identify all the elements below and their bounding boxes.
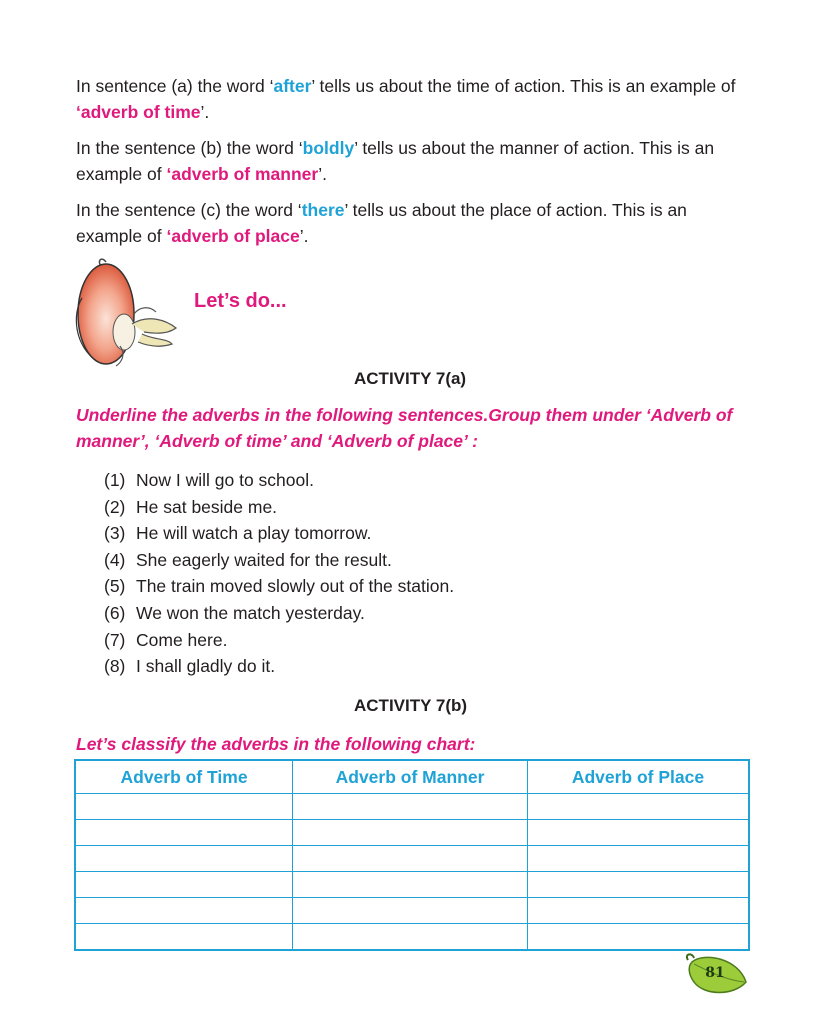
item-text: The train moved slowly out of the station. (136, 576, 455, 597)
item-text: She eagerly waited for the result. (136, 549, 392, 570)
table-header-row (75, 760, 749, 794)
item-number: (5) (104, 576, 126, 597)
table-row (75, 794, 749, 820)
adverb-classification-table (74, 759, 750, 951)
column-header-time: Adverb of Time (75, 760, 293, 794)
term-adverb-of-time: adverb of time (80, 102, 201, 122)
lets-do-heading: Let’s do... (194, 290, 287, 312)
sentence-list (104, 467, 454, 680)
item-text: I shall gladly do it. (136, 656, 276, 677)
paragraph-adverb-of-manner: In the sentence (b) the word ‘boldly’ tells us about the manner of action. This is an example of ‘adverb of manner’. (76, 138, 715, 184)
table-cell[interactable] (527, 924, 749, 951)
table-row (75, 924, 749, 951)
paragraph-text: . (322, 164, 327, 184)
item-number: (1) (104, 470, 126, 490)
item-text: We won the match yesterday. (136, 602, 365, 623)
list-item (104, 627, 454, 654)
table-cell[interactable] (527, 794, 749, 820)
paragraph-text: tells us about the manner of action. This is an example of (76, 138, 715, 184)
table-row (75, 898, 749, 924)
page-number: 81 (705, 965, 725, 981)
table-cell[interactable] (293, 794, 528, 820)
item-text: Come here. (136, 629, 228, 650)
list-item (104, 547, 454, 574)
list-item (104, 573, 454, 600)
paragraph-text: . (303, 226, 309, 246)
item-number: (2) (104, 496, 126, 517)
list-item (104, 520, 454, 547)
term-adverb-of-place: adverb of place (171, 226, 300, 246)
list-item (104, 467, 454, 494)
term-adverb-of-manner: adverb of manner (171, 164, 319, 184)
item-number: (7) (104, 629, 126, 650)
table-cell[interactable] (527, 820, 749, 846)
paragraph-text: tells us about the time of action. This is an example of (314, 76, 736, 96)
paragraph-text: In sentence (a) the word (76, 76, 270, 96)
paragraph-adverb-of-place: In the sentence (c) the word ‘there’ tells us about the place of action. This is an example of ‘adverb of place’. (76, 200, 687, 246)
item-text: He sat beside me. (136, 496, 278, 517)
table-cell[interactable] (527, 898, 749, 924)
table-cell[interactable] (75, 898, 293, 924)
paragraph-text: In the sentence (c) the word (76, 200, 298, 220)
cashew-mascot-icon (72, 254, 192, 372)
table-cell[interactable] (293, 898, 528, 924)
paragraph-adverb-of-time: In sentence (a) the word ‘after’ tells us about the time of action. This is an example of ‘adverb of time’. (76, 76, 736, 122)
item-text: He will watch a play tomorrow. (136, 523, 372, 544)
table-cell[interactable] (75, 846, 293, 872)
item-number: (3) (104, 523, 126, 544)
table-cell[interactable] (293, 872, 528, 898)
item-number: (4) (104, 549, 126, 570)
table-cell[interactable] (527, 872, 749, 898)
table-cell[interactable] (293, 820, 528, 846)
table-cell[interactable] (293, 924, 528, 951)
paragraph-text: . (204, 102, 210, 122)
table-cell[interactable] (75, 820, 293, 846)
item-number: (6) (104, 602, 126, 623)
list-item (104, 653, 454, 680)
activity-7a-heading: ACTIVITY 7(a) (354, 369, 467, 388)
item-number: (8) (104, 656, 126, 677)
column-header-place: Adverb of Place (527, 760, 749, 794)
activity-7b-instruction: Let’s classify the adverbs in the following chart: (76, 734, 476, 754)
keyword-boldly: boldly (302, 138, 355, 158)
activity-7a-instruction: Underline the adverbs in the following sentences.Group them under ‘Adverb of manner’, ‘Adverb of time’ and ‘Adverb of place’ : (76, 405, 733, 451)
table-row (75, 872, 749, 898)
table-cell[interactable] (75, 794, 293, 820)
list-item (104, 494, 454, 521)
table-cell[interactable] (75, 924, 293, 951)
paragraph-text: In the sentence (b) the word (76, 138, 299, 158)
table-cell[interactable] (293, 846, 528, 872)
table-cell[interactable] (75, 872, 293, 898)
table-cell[interactable] (527, 846, 749, 872)
keyword-there: there (301, 200, 345, 220)
table-row (75, 846, 749, 872)
paragraph-text: tells us about the place of action. This is an example of (76, 200, 687, 246)
list-item (104, 600, 454, 627)
table-row (75, 820, 749, 846)
item-text: Now I will go to school. (136, 470, 314, 490)
activity-7b-heading: ACTIVITY 7(b) (354, 696, 468, 715)
keyword-after: after (273, 76, 312, 96)
column-header-manner: Adverb of Manner (293, 760, 528, 794)
